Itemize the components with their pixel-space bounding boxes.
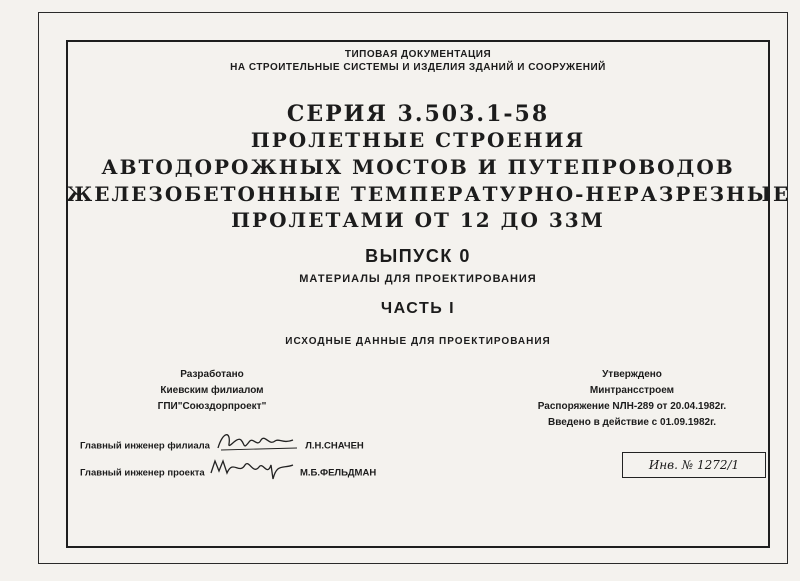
handwritten-signature-1 [213, 440, 303, 452]
title-line-3: ЖЕЛЕЗОБЕТОННЫЕ ТЕМПЕРАТУРНО-НЕРАЗРЕЗНЫЕ [66, 182, 791, 206]
title-line-2: АВТОДОРОЖНЫХ МОСТОВ И ПУТЕПРОВОДОВ [101, 155, 735, 179]
chief-branch-name: Л.Н.СНАЧЕН [305, 440, 364, 452]
header-line-1: ТИПОВАЯ ДОКУМЕНТАЦИЯ [344, 49, 492, 60]
developed-heading: Разработано [180, 369, 244, 380]
issue-label: ВЫПУСК 0 [365, 246, 471, 266]
approved-block [512, 367, 752, 431]
part-label: ЧАСТЬ I [380, 300, 456, 317]
header-line-2: НА СТРОИТЕЛЬНЫЕ СИСТЕМЫ И ИЗДЕЛИЯ ЗДАНИЙ И СООРУЖЕНИЙ [230, 62, 606, 73]
approved-line-1: Минтрансстроем [589, 385, 675, 396]
developed-line-2: ГПИ"Союздорпроект" [157, 401, 267, 412]
chief-project-name: М.Б.ФЕЛЬДМАН [299, 467, 377, 479]
initial-data-label: ИСХОДНЫЕ ДАННЫЕ ДЛЯ ПРОЕКТИРОВАНИЯ [285, 336, 551, 347]
handwritten-signature-2 [207, 467, 297, 479]
approved-line-3: Введено в действие с 01.09.1982г. [547, 417, 717, 428]
series-title: СЕРИЯ 3.503.1-58 [286, 101, 550, 127]
chief-project-title: Главный инженер проекта [80, 467, 205, 479]
title-line-4: ПРОЛЕТАМИ ОТ 12 ДО 33М [231, 208, 605, 232]
developed-block [112, 367, 312, 415]
title-line-1: ПРОЛЕТНЫЕ СТРОЕНИЯ [250, 128, 586, 152]
inventory-number-box: Инв. № 1272/1 [622, 452, 766, 478]
approved-heading: Утверждено [602, 369, 662, 380]
signature-row-branch [80, 440, 364, 452]
developed-line-1: Киевским филиалом [160, 385, 264, 396]
chief-branch-title: Главный инженер филиала [80, 440, 210, 452]
signature-row-project [80, 467, 376, 479]
materials-label: МАТЕРИАЛЫ ДЛЯ ПРОЕКТИРОВАНИЯ [299, 273, 537, 285]
approved-line-2: Распоряжение NЛН-289 от 20.04.1982г. [537, 401, 727, 412]
